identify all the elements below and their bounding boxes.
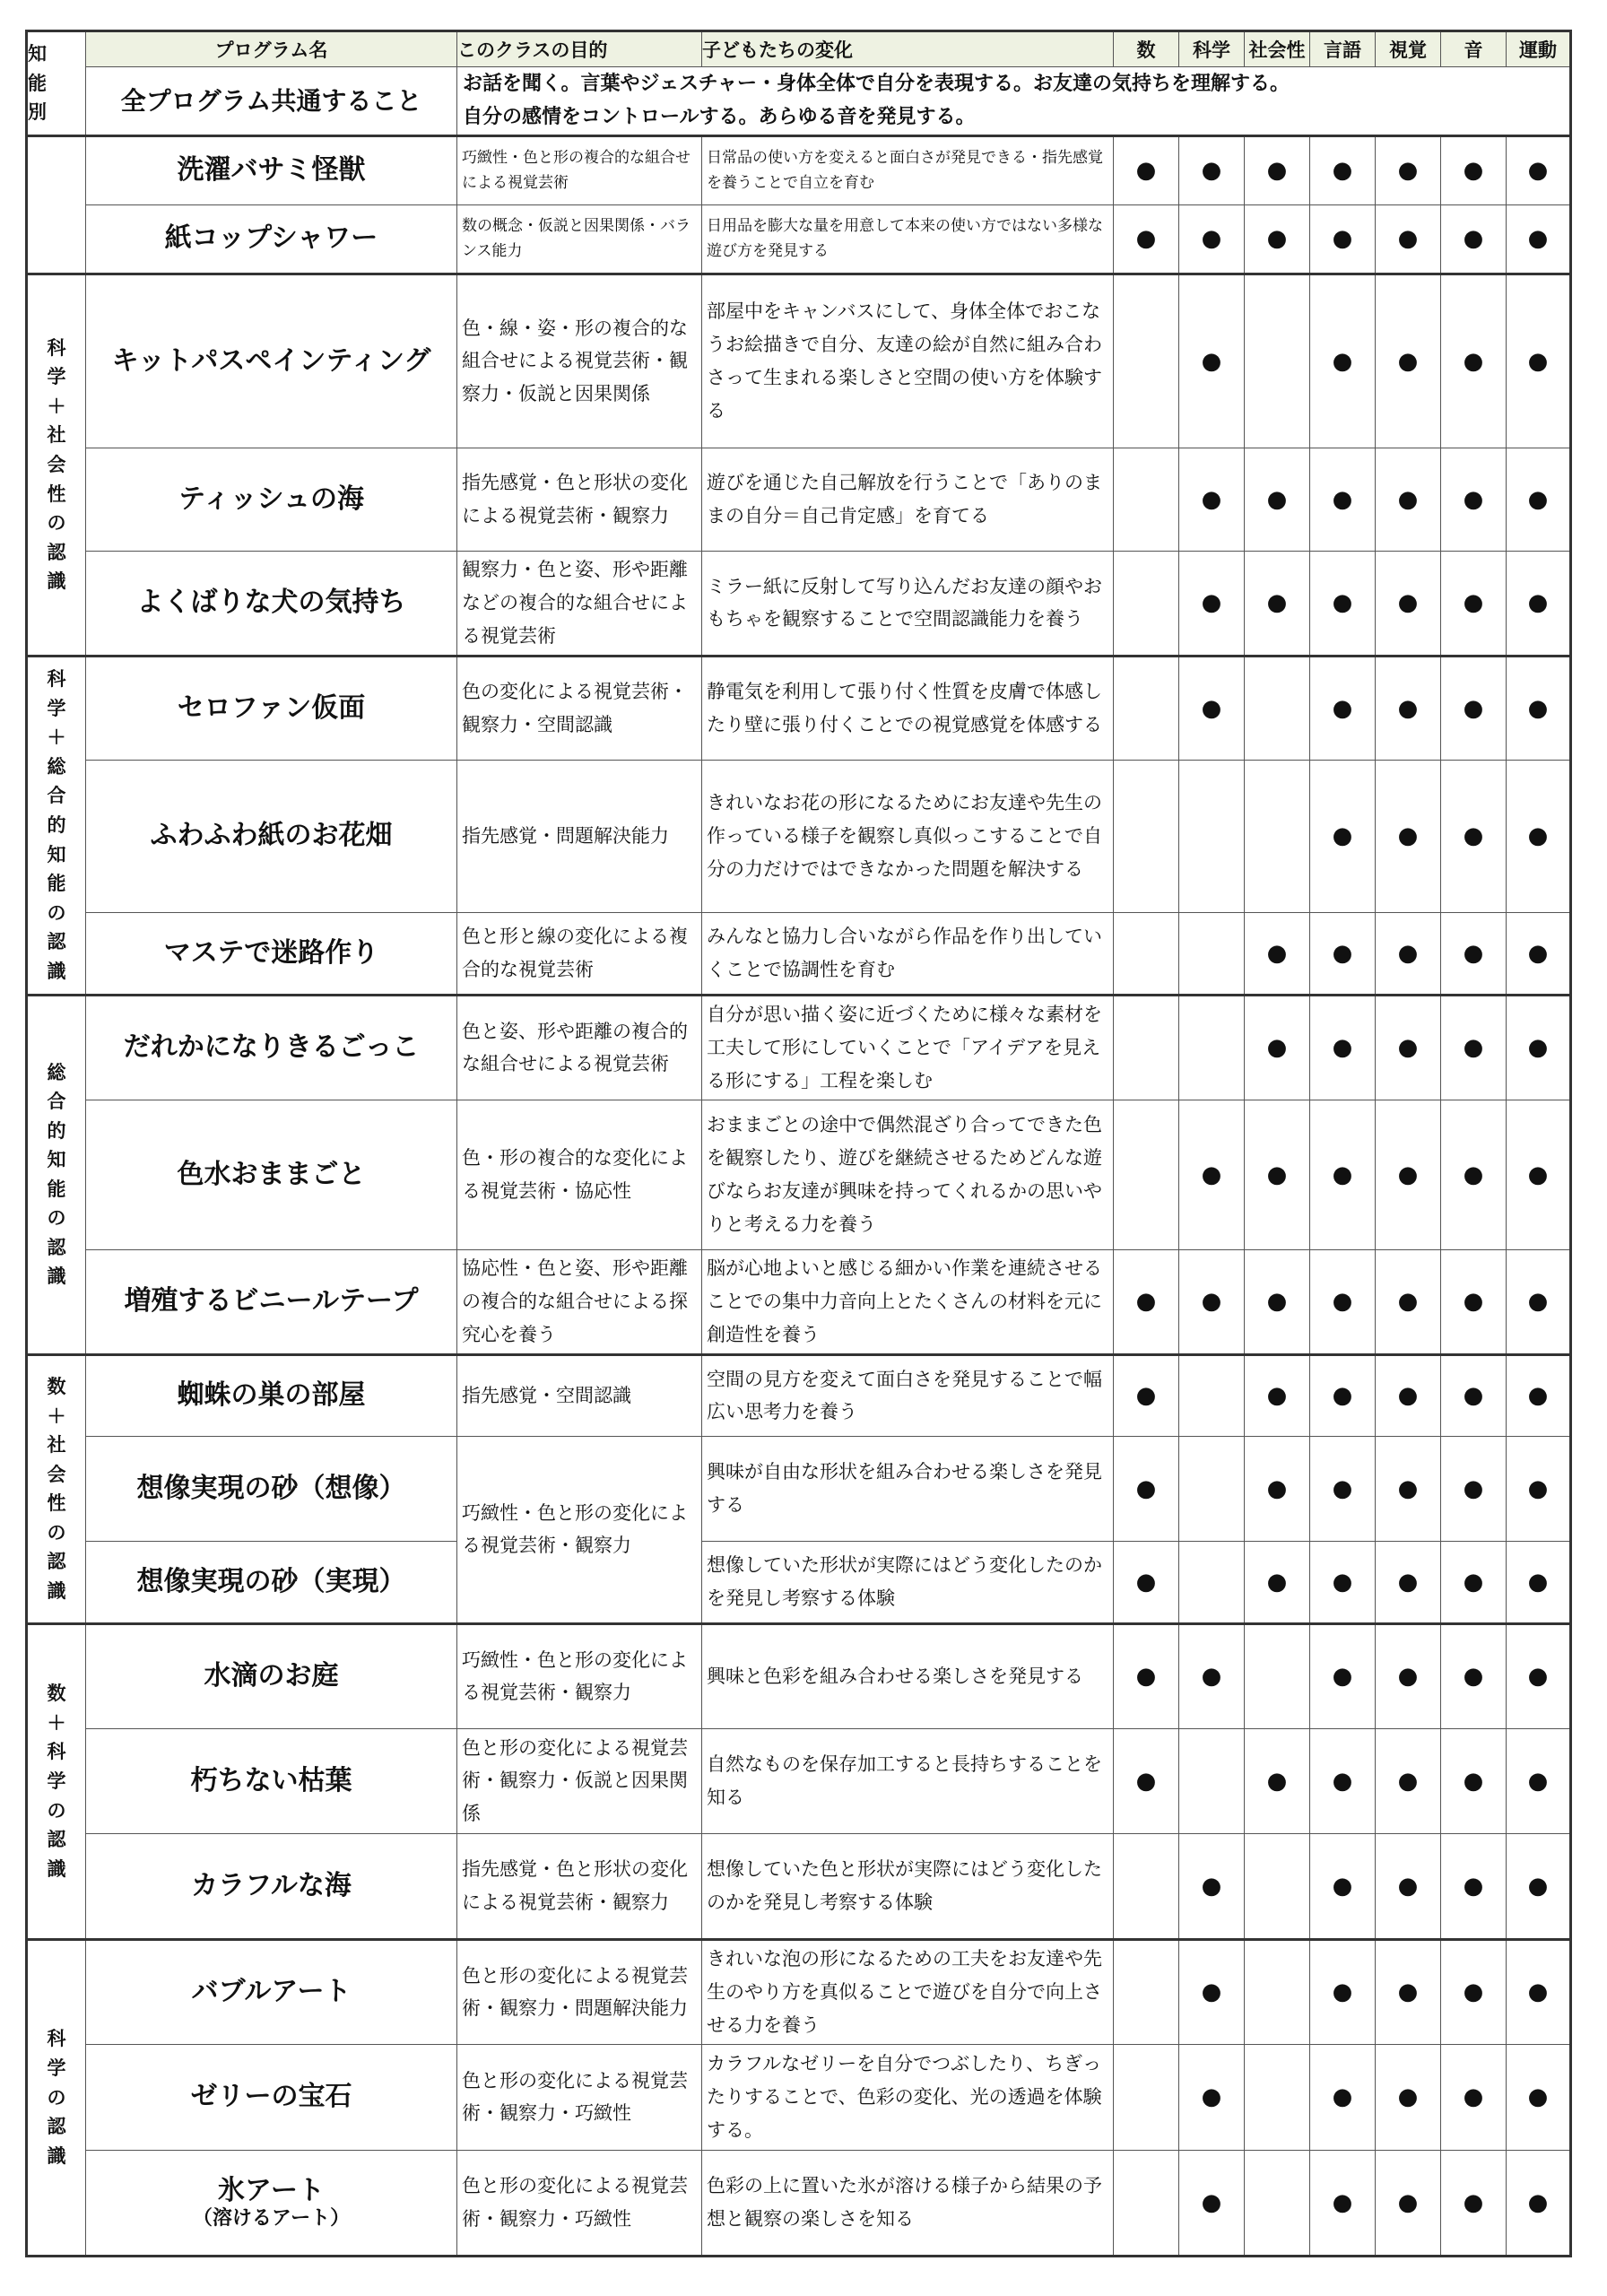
ability-mark-visual: ● [1376, 1541, 1441, 1623]
program-name [86, 204, 457, 274]
program-purpose: 指先感覚・色と形状の変化による視覚芸術・観察力 [457, 448, 702, 551]
program-header: プログラム名 [86, 31, 457, 67]
program-change: 自然なものを保存加工すると長持ちすることを知る [702, 1728, 1114, 1833]
ability-mark-sound: ● [1441, 1541, 1507, 1623]
ability-mark-language: ● [1310, 1541, 1376, 1623]
ability-mark-motor: ● [1507, 1833, 1571, 1939]
ability-mark-math [1114, 2150, 1179, 2256]
program-name-text: 氷アート [217, 2174, 326, 2206]
category-label: 科学＋社会性の認識 [47, 336, 66, 593]
program-row [27, 760, 1571, 912]
ability-mark-math: ● [1114, 135, 1179, 204]
ability-mark-visual: ● [1376, 1436, 1441, 1541]
category-header: 知能別 [27, 31, 86, 136]
ability-mark-math: ● [1114, 1436, 1179, 1541]
ability-mark-science [1179, 1541, 1245, 1623]
ability-mark-math: ● [1114, 1249, 1179, 1354]
program-purpose: 色・形の複合的な変化による視覚芸術・協応性 [457, 1100, 702, 1249]
ability-mark-math [1114, 760, 1179, 912]
change-header: 子どもたちの変化 [702, 31, 1114, 67]
program-name-text: 洗濯バサミ怪獣 [177, 154, 366, 187]
ability-mark-language: ● [1310, 448, 1376, 551]
ability-mark-visual: ● [1376, 1249, 1441, 1354]
program-row [27, 1249, 1571, 1354]
ability-mark-visual: ● [1376, 1728, 1441, 1833]
program-purpose: 観察力・色と姿、形や距離などの複合的な組合せによる視覚芸術 [457, 551, 702, 656]
ability-mark-social [1245, 760, 1310, 912]
ability-mark-sound: ● [1441, 2044, 1507, 2150]
category-cell [27, 274, 86, 656]
ability-mark-sound: ● [1441, 1249, 1507, 1354]
program-purpose: 巧緻性・色と形の変化による視覚芸術・観察力 [457, 1623, 702, 1728]
category-cell [27, 1354, 86, 1623]
program-subname: （溶けるアート） [192, 2206, 351, 2230]
program-change: 静電気を利用して張り付く性質を皮膚で体感したり壁に張り付くことでの視覚感覚を体感する [702, 656, 1114, 760]
ability-mark-social [1245, 274, 1310, 448]
ability-mark-math [1114, 448, 1179, 551]
program-name-text: バブルアート [191, 1976, 352, 2008]
program-name-text: カラフルな海 [191, 1869, 352, 1901]
ability-mark-social: ● [1245, 551, 1310, 656]
ability-mark-visual: ● [1376, 274, 1441, 448]
category-label: 総合的知能の認識 [47, 1061, 66, 1288]
program-name-text: ゼリーの宝石 [190, 2081, 352, 2113]
ability-mark-science [1179, 995, 1245, 1100]
ability-mark-sound: ● [1441, 1436, 1507, 1541]
ability-mark-sound: ● [1441, 656, 1507, 760]
ability-mark-motor: ● [1507, 1939, 1571, 2044]
ability-mark-math [1114, 1833, 1179, 1939]
ability-mark-motor: ● [1507, 1354, 1571, 1436]
program-name [86, 1354, 457, 1436]
program-name [86, 2044, 457, 2150]
category-label: 科学＋総合的知能の認識 [47, 668, 66, 982]
category-label: 数＋社会性の認識 [47, 1376, 66, 1602]
ability-mark-science [1179, 912, 1245, 995]
program-change: 日用品を膨大な量を用意して本来の使い方ではない多様な遊び方を発見する [702, 204, 1114, 274]
program-purpose: 協応性・色と姿、形や距離の複合的な組合せによる探究心を養う [457, 1249, 702, 1354]
ability-mark-visual: ● [1376, 204, 1441, 274]
ability-mark-math [1114, 995, 1179, 1100]
ability-mark-science: ● [1179, 204, 1245, 274]
common-text-line-2: 自分の感情をコントロールする。あらゆる音を発見する。 [463, 106, 976, 129]
ability-mark-math: ● [1114, 204, 1179, 274]
ability-mark-language: ● [1310, 1249, 1376, 1354]
ability-mark-sound: ● [1441, 204, 1507, 274]
program-change: みんなと協力し合いながら作品を作り出していくことで協調性を育む [702, 912, 1114, 995]
ability-mark-social [1245, 2150, 1310, 2256]
ability-mark-social: ● [1245, 135, 1310, 204]
header-row [27, 31, 1571, 67]
program-purpose: 色と形の変化による視覚芸術・観察力・巧緻性 [457, 2044, 702, 2150]
program-change: 空間の見方を変えて面白さを発見することで幅広い思考力を養う [702, 1354, 1114, 1436]
program-change: 興味と色彩を組み合わせる楽しさを発見する [702, 1623, 1114, 1728]
ability-mark-motor: ● [1507, 656, 1571, 760]
ability-mark-visual: ● [1376, 1939, 1441, 2044]
program-purpose: 指先感覚・問題解決能力 [457, 760, 702, 912]
ability-mark-science [1179, 1728, 1245, 1833]
ability-mark-language: ● [1310, 551, 1376, 656]
ability-mark-motor: ● [1507, 1623, 1571, 1728]
ability-mark-visual: ● [1376, 551, 1441, 656]
program-row [27, 1939, 1571, 2044]
ability-mark-language: ● [1310, 760, 1376, 912]
program-purpose: 指先感覚・空間認識 [457, 1354, 702, 1436]
ability-mark-motor: ● [1507, 204, 1571, 274]
program-change: 想像していた形状が実際にはどう変化したのかを発見し考察する体験 [702, 1541, 1114, 1623]
ability-mark-science: ● [1179, 1100, 1245, 1249]
program-name [86, 995, 457, 1100]
program-row [27, 2044, 1571, 2150]
program-name [86, 1728, 457, 1833]
ability-mark-sound: ● [1441, 1100, 1507, 1249]
program-row [27, 274, 1571, 448]
ability-header-social: 社会性 [1245, 31, 1310, 67]
program-table [25, 30, 1572, 2257]
ability-mark-visual: ● [1376, 912, 1441, 995]
program-purpose: 色と形の変化による視覚芸術・観察力・巧緻性 [457, 2150, 702, 2256]
ability-header-language: 言語 [1310, 31, 1376, 67]
ability-mark-social: ● [1245, 912, 1310, 995]
program-row [27, 1623, 1571, 1728]
ability-mark-sound: ● [1441, 135, 1507, 204]
ability-mark-sound: ● [1441, 995, 1507, 1100]
ability-mark-science: ● [1179, 1623, 1245, 1728]
program-row [27, 1833, 1571, 1939]
ability-mark-math: ● [1114, 1728, 1179, 1833]
ability-header-visual: 視覚 [1376, 31, 1441, 67]
program-name-text: ティッシュの海 [178, 483, 364, 515]
ability-mark-sound: ● [1441, 1728, 1507, 1833]
ability-mark-sound: ● [1441, 274, 1507, 448]
ability-mark-sound: ● [1441, 551, 1507, 656]
ability-mark-motor: ● [1507, 1541, 1571, 1623]
program-name [86, 1623, 457, 1728]
program-change: 日常品の使い方を変えると面白さが発見できる・指先感覚を養うことで自立を育む [702, 135, 1114, 204]
ability-mark-math: ● [1114, 1623, 1179, 1728]
ability-mark-motor: ● [1507, 2044, 1571, 2150]
ability-mark-visual: ● [1376, 135, 1441, 204]
program-name [86, 912, 457, 995]
program-purpose: 数の概念・仮説と因果関係・バランス能力 [457, 204, 702, 274]
program-name-text: セロファン仮面 [177, 691, 366, 724]
ability-mark-science: ● [1179, 2044, 1245, 2150]
ability-mark-science: ● [1179, 1833, 1245, 1939]
program-row [27, 2150, 1571, 2256]
program-name [86, 274, 457, 448]
ability-mark-motor: ● [1507, 760, 1571, 912]
ability-mark-science: ● [1179, 2150, 1245, 2256]
program-change: ミラー紙に反射して写り込んだお友達の顔やおもちゃを観察することで空間認識能力を養う [702, 551, 1114, 656]
ability-mark-math [1114, 1100, 1179, 1249]
ability-mark-motor: ● [1507, 995, 1571, 1100]
common-row [27, 67, 1571, 136]
program-change: 興味が自由な形状を組み合わせる楽しさを発見する [702, 1436, 1114, 1541]
program-purpose: 色と形の変化による視覚芸術・観察力・仮説と因果関係 [457, 1728, 702, 1833]
ability-mark-language: ● [1310, 1354, 1376, 1436]
ability-mark-language: ● [1310, 1100, 1376, 1249]
ability-mark-language: ● [1310, 995, 1376, 1100]
common-text [457, 67, 1571, 136]
ability-mark-motor: ● [1507, 135, 1571, 204]
program-purpose: 色と形の変化による視覚芸術・観察力・問題解決能力 [457, 1939, 702, 2044]
program-row [27, 135, 1571, 204]
program-row [27, 1354, 1571, 1436]
ability-mark-motor: ● [1507, 2150, 1571, 2256]
ability-mark-visual: ● [1376, 656, 1441, 760]
program-change: きれいなお花の形になるためにお友達や先生の作っている様子を観察し真似っこすることで自分の力だけではできなかった問題を解決する [702, 760, 1114, 912]
ability-mark-motor: ● [1507, 1249, 1571, 1354]
ability-mark-social [1245, 1623, 1310, 1728]
program-change: 部屋中をキャンバスにして、身体全体でおこなうお絵描きで自分、友達の絵が自然に組み合わさって生まれる楽しさと空間の使い方を体験する [702, 274, 1114, 448]
common-text-line-1: お話を聞く。言葉やジェスチャー・身体全体で自分を表現する。お友達の気持ちを理解する。 [463, 73, 1290, 95]
ability-mark-social [1245, 656, 1310, 760]
program-name-text: 想像実現の砂（実現） [136, 1565, 406, 1597]
ability-header-science: 科学 [1179, 31, 1245, 67]
ability-mark-math [1114, 551, 1179, 656]
ability-mark-social [1245, 1939, 1310, 2044]
ability-mark-sound: ● [1441, 2150, 1507, 2256]
ability-mark-math [1114, 274, 1179, 448]
ability-mark-sound: ● [1441, 912, 1507, 995]
program-name [86, 1100, 457, 1249]
ability-mark-language: ● [1310, 135, 1376, 204]
program-change: おままごとの途中で偶然混ざり合ってできた色を観察したり、遊びを継続させるためどんな遊びならお友達が興味を持ってくれるかの思いやりと考える力を養う [702, 1100, 1114, 1249]
program-change: 色彩の上に置いた氷が溶ける様子から結果の予想と観察の楽しさを知る [702, 2150, 1114, 2256]
ability-mark-social: ● [1245, 1100, 1310, 1249]
ability-mark-science: ● [1179, 274, 1245, 448]
ability-mark-visual: ● [1376, 760, 1441, 912]
ability-mark-science: ● [1179, 656, 1245, 760]
program-name [86, 1249, 457, 1354]
purpose-header: このクラスの目的 [457, 31, 702, 67]
ability-mark-social: ● [1245, 448, 1310, 551]
ability-mark-language: ● [1310, 204, 1376, 274]
program-name-text: 朽ちない枯葉 [190, 1764, 352, 1796]
ability-mark-sound: ● [1441, 1833, 1507, 1939]
program-name [86, 1541, 457, 1623]
program-row [27, 448, 1571, 551]
ability-mark-social: ● [1245, 1354, 1310, 1436]
ability-mark-language: ● [1310, 656, 1376, 760]
ability-mark-science: ● [1179, 551, 1245, 656]
ability-mark-math [1114, 1939, 1179, 2044]
ability-mark-visual: ● [1376, 1100, 1441, 1249]
ability-header-motor: 運動 [1507, 31, 1571, 67]
category-cell [27, 135, 86, 274]
ability-mark-science [1179, 760, 1245, 912]
program-purpose: 色の変化による視覚芸術・観察力・空間認識 [457, 656, 702, 760]
program-row [27, 1728, 1571, 1833]
ability-mark-motor: ● [1507, 1436, 1571, 1541]
ability-mark-visual: ● [1376, 1623, 1441, 1728]
program-row [27, 1436, 1571, 1541]
program-name-text: 蜘蛛の巣の部屋 [177, 1379, 366, 1412]
category-cell [27, 656, 86, 995]
program-name-text: ふわふわ紙のお花畑 [150, 820, 393, 852]
ability-mark-science: ● [1179, 1249, 1245, 1354]
program-name-text: 水滴のお庭 [204, 1660, 339, 1692]
program-name [86, 656, 457, 760]
program-change: 遊びを通じた自己解放を行うことで「ありのままの自分＝自己肯定感」を育てる [702, 448, 1114, 551]
ability-mark-visual: ● [1376, 1833, 1441, 1939]
program-purpose: 色と姿、形や距離の複合的な組合せによる視覚芸術 [457, 995, 702, 1100]
ability-mark-sound: ● [1441, 1623, 1507, 1728]
program-purpose: 指先感覚・色と形状の変化による視覚芸術・観察力 [457, 1833, 702, 1939]
program-name-text: 紙コップシャワー [164, 222, 378, 255]
ability-mark-motor: ● [1507, 448, 1571, 551]
ability-mark-social: ● [1245, 995, 1310, 1100]
ability-mark-math [1114, 912, 1179, 995]
ability-mark-science: ● [1179, 1939, 1245, 2044]
program-name [86, 1939, 457, 2044]
program-table-page [25, 30, 1569, 2257]
program-name [86, 2150, 457, 2256]
program-name-text: だれかになりきるごっこ [123, 1031, 420, 1064]
ability-mark-visual: ● [1376, 2044, 1441, 2150]
ability-mark-science: ● [1179, 135, 1245, 204]
ability-mark-language: ● [1310, 2150, 1376, 2256]
program-row [27, 912, 1571, 995]
ability-mark-visual: ● [1376, 995, 1441, 1100]
ability-mark-language: ● [1310, 1623, 1376, 1728]
ability-mark-visual: ● [1376, 1354, 1441, 1436]
ability-mark-motor: ● [1507, 274, 1571, 448]
ability-mark-language: ● [1310, 1833, 1376, 1939]
program-row [27, 551, 1571, 656]
program-name-text: キットパスペインティング [111, 344, 431, 377]
ability-mark-social [1245, 1833, 1310, 1939]
program-purpose: 巧緻性・色と形の複合的な組合せによる視覚芸術 [457, 135, 702, 204]
category-label: 数＋科学の認識 [47, 1683, 66, 1880]
program-name-text: 増殖するビニールテープ [124, 1285, 419, 1318]
ability-mark-visual: ● [1376, 448, 1441, 551]
program-name [86, 551, 457, 656]
ability-mark-social: ● [1245, 1436, 1310, 1541]
ability-mark-science: ● [1179, 448, 1245, 551]
ability-mark-math: ● [1114, 1354, 1179, 1436]
category-label: 科学の認識 [47, 2028, 66, 2167]
program-name [86, 760, 457, 912]
program-change: 自分が思い描く姿に近づくために様々な素材を工夫して形にしていくことで「アイデアを見える形にする」工程を楽しむ [702, 995, 1114, 1100]
ability-header-sound: 音 [1441, 31, 1507, 67]
program-change: きれいな泡の形になるための工夫をお友達や先生のやり方を真似ることで遊びを自分で向上させる力を養う [702, 1939, 1114, 2044]
ability-mark-language: ● [1310, 912, 1376, 995]
ability-mark-science [1179, 1436, 1245, 1541]
program-purpose: 色と形と線の変化による複合的な視覚芸術 [457, 912, 702, 995]
ability-mark-social: ● [1245, 1541, 1310, 1623]
category-cell [27, 995, 86, 1354]
ability-mark-sound: ● [1441, 760, 1507, 912]
category-cell [27, 1939, 86, 2256]
ability-mark-social: ● [1245, 1249, 1310, 1354]
program-change: 脳が心地よいと感じる細かい作業を連続させることでの集中力音向上とたくさんの材料を元に創造性を養う [702, 1249, 1114, 1354]
ability-mark-motor: ● [1507, 1100, 1571, 1249]
ability-mark-language: ● [1310, 274, 1376, 448]
ability-mark-social: ● [1245, 1728, 1310, 1833]
common-name: 全プログラム共通すること [86, 67, 457, 136]
program-name-text: 想像実現の砂（想像） [136, 1472, 406, 1504]
program-name [86, 1436, 457, 1541]
program-row [27, 1100, 1571, 1249]
program-purpose: 巧緻性・色と形の変化による視覚芸術・観察力 [457, 1436, 702, 1623]
ability-mark-math [1114, 2044, 1179, 2150]
program-name-text: よくばりな犬の気持ち [136, 587, 406, 619]
category-cell [27, 1623, 86, 1939]
ability-mark-science [1179, 1354, 1245, 1436]
ability-mark-sound: ● [1441, 1939, 1507, 2044]
program-row [27, 995, 1571, 1100]
ability-mark-motor: ● [1507, 1728, 1571, 1833]
ability-mark-motor: ● [1507, 912, 1571, 995]
ability-mark-math [1114, 656, 1179, 760]
ability-mark-visual: ● [1376, 2150, 1441, 2256]
ability-header-math: 数 [1114, 31, 1179, 67]
program-name [86, 1833, 457, 1939]
program-name-text: 色水おままごと [177, 1158, 366, 1190]
program-name [86, 448, 457, 551]
program-purpose: 色・線・姿・形の複合的な組合せによる視覚芸術・観察力・仮説と因果関係 [457, 274, 702, 448]
program-change: 想像していた色と形状が実際にはどう変化したのかを発見し考察する体験 [702, 1833, 1114, 1939]
ability-mark-language: ● [1310, 1436, 1376, 1541]
ability-mark-sound: ● [1441, 1354, 1507, 1436]
program-row [27, 1541, 1571, 1623]
ability-mark-social: ● [1245, 204, 1310, 274]
program-row [27, 656, 1571, 760]
ability-mark-sound: ● [1441, 448, 1507, 551]
ability-mark-language: ● [1310, 2044, 1376, 2150]
program-name [86, 135, 457, 204]
ability-mark-language: ● [1310, 1728, 1376, 1833]
ability-mark-math: ● [1114, 1541, 1179, 1623]
ability-mark-motor: ● [1507, 551, 1571, 656]
ability-mark-language: ● [1310, 1939, 1376, 2044]
program-name-text: マステで迷路作り [163, 936, 379, 969]
ability-mark-social [1245, 2044, 1310, 2150]
program-change: カラフルなゼリーを自分でつぶしたり、ちぎったりすることで、色彩の変化、光の透過を体験する。 [702, 2044, 1114, 2150]
program-row [27, 204, 1571, 274]
